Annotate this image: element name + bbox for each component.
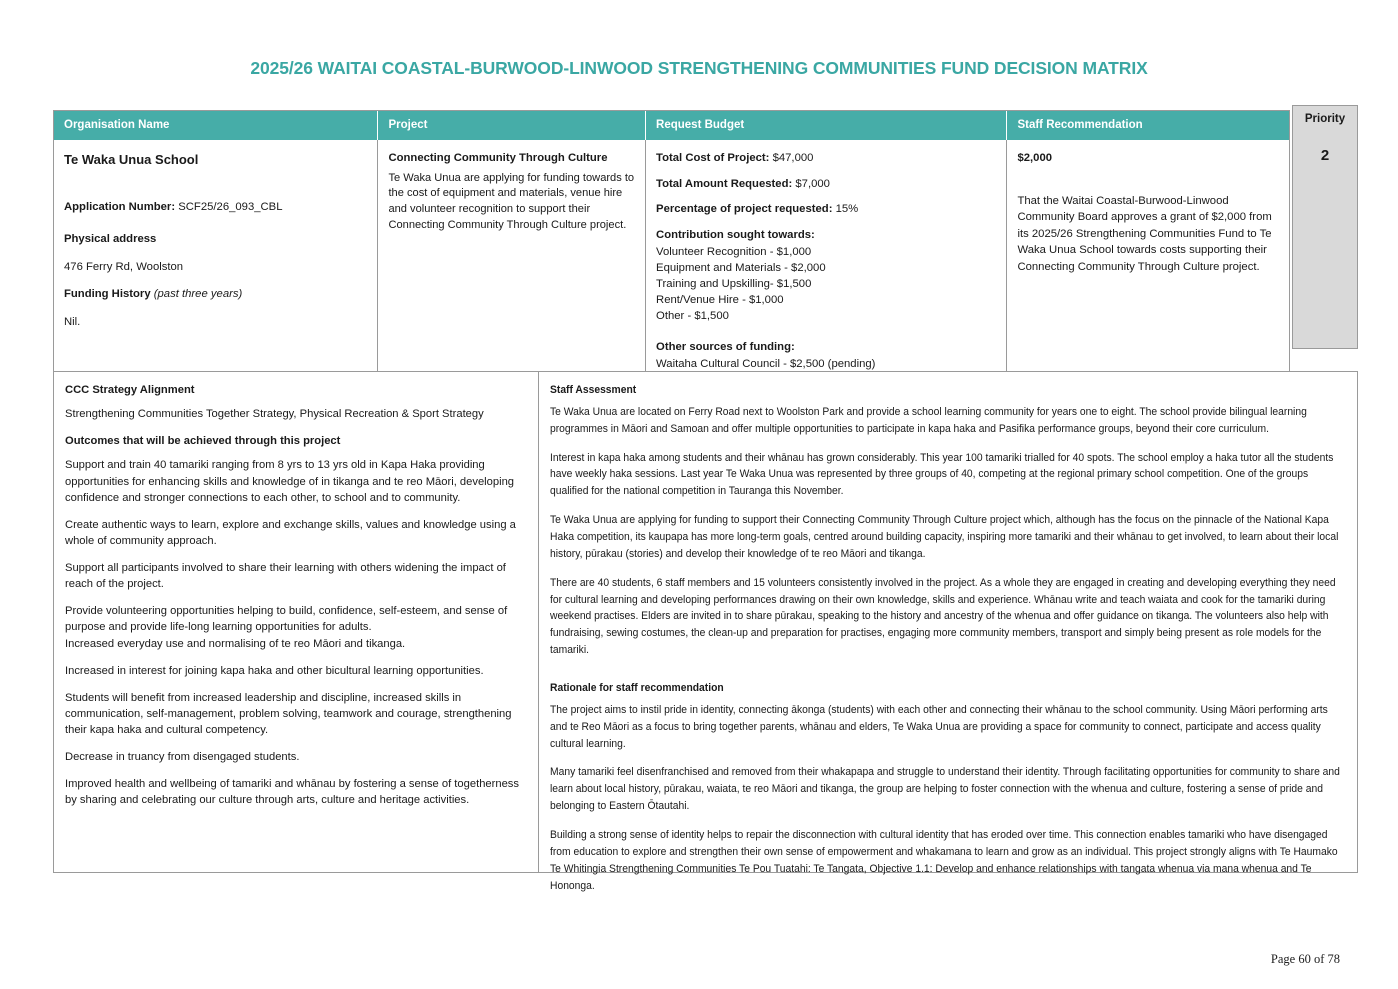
rationale-paragraph: The project aims to instil pride in identity, connecting ākonga (students) with each other and connecting their whānau to the school community. Using Māori performing arts and te Reo Māori as a focus to bring together parents, whānau and elders, Te Waka Unua are providing a space for community to connect, participate and access quality cultural learning. [550,703,1328,750]
assessment-paragraph: Interest in kapa haka among students and their whānau has grown considerably. This year 100 tamariki trialled for 40 spots. The school employ a haka tutor all the students have weekly haka sessions. Last year Te Waka Unua was represented by three groups of 40, competing at the regional primary school competition. One of the groups qualified for the national competition in Tauranga this November. [550,451,1334,498]
funding-history-value: Nil. [64,316,81,329]
project-description: Te Waka Unua are applying for funding towards to the cost of equipment and materials, venue hire and volunteer recognition to support their Connecting Community Through Culture project. [388,171,635,231]
column-header-staff-recommendation: Staff Recommendation [1017,119,1143,131]
percentage-value: 15% [835,203,859,216]
contribution-item: Equipment and Materials - $2,000 [656,261,826,274]
contribution-label: Contribution sought towards: [656,229,815,242]
assessment-detail-box [53,371,1358,892]
page-footer: Page 60 of 78 [1270,952,1340,966]
recommended-amount: $2,000 [1017,152,1053,164]
strategy-alignment-heading: CCC Strategy Alignment [65,384,195,396]
strategy-list: Strengthening Communities Together Strategy, Physical Recreation & Sport Strategy [65,408,484,421]
decision-matrix-table [53,110,1290,385]
matrix-header-row [54,111,1289,140]
percentage-row [656,201,996,218]
contribution-item: Rent/Venue Hire - $1,000 [656,293,784,306]
priority-column [1292,105,1358,349]
rationale-paragraph: Many tamariki feel disenfranchised and removed from their whakapapa and struggle to understand their identity. Through facilitating opportunities for community to share and learn about local history, pūrakau, waiata, te reo Māori and tikanga, the group are helping to foster connection with the whenua and culture, fostering a sense of pride and belonging to Eastern Ōtautahi. [550,766,1340,813]
column-header-request-budget: Request Budget [646,111,1007,140]
recommendation-text: That the Waitai Coastal-Burwood-Linwood Community Board approves a grant of $2,000 from its 2025/26 Strengthening Communities Fund to Te Waka Unua School towards costs supporting their Connecting Community Through Culture project. [1017,194,1272,273]
staff-assessment-panel [539,372,1357,892]
contribution-item: Training and Upskilling- $1,500 [656,277,812,290]
column-header-project: Project [378,111,646,140]
other-sources-label: Other sources of funding: [656,341,795,354]
strategy-alignment-panel [54,372,539,872]
column-header-organisation: Organisation Name [54,111,378,140]
organisation-name: Te Waka Unua School [64,152,199,167]
outcomes-heading: Outcomes that will be achieved through this project [65,435,341,448]
outcome-item: Support all participants involved to share their learning with others widening the impact of reach of the project. [65,562,506,591]
total-cost-label: Total Cost of Project: [656,152,770,164]
outcome-item: Increased everyday use and normalising of te reo Māori and tikanga. [65,637,406,650]
rationale-paragraph: Building a strong sense of identity helps to repair the disconnection with cultural identity that has eroded over time. This connection enables tamariki who have disengaged from education to explore and strengthen their own sense of empowerment and whakamana to learn and grow as an individual. This project strongly aligns with Te Haumako Te Whitingia Strengthening Communities Te Pou Tuatahi: Te Tangata, Objective 1.1: Develop and enhance relationships with tangata whenua via mana whenua and Te Hononga. [550,829,1338,892]
outcome-item: Increased in interest for joining kapa haka and other bicultural learning opportunities. [65,664,484,677]
application-number-row [64,199,367,216]
assessment-paragraph: There are 40 students, 6 staff members and 15 volunteers consistently involved in the project. As a whole they are engaged in creating and developing everything they need for cultural learning and developing performances drawing on their own knowledge, skills and experience. Whānau write and teach waiata and cook for the tamariki during weekend practises. Elders are invited in to share pūrakau, speaking to the history and ancestry of the whenua and offer guidance on tikanga. The volunteers also help with fundraising, sewing costumes, the clean-up and preparation for practises, engaging more community members, transport and simply being present as role models for the tamariki. [550,576,1336,657]
cell-organisation [54,140,378,384]
page-title: 2025/26 WAITAI COASTAL-BURWOOD-LINWOOD STRENGTHENING COMMUNITIES FUND DECISION MATRIX [250,58,1148,78]
total-requested-label: Total Amount Requested: [656,177,793,190]
staff-assessment-heading: Staff Assessment [550,384,637,396]
other-sources-value: Waitaha Cultural Council - $2,500 (pending) [656,357,876,370]
priority-value: 2 [1320,147,1330,164]
project-title: Connecting Community Through Culture [388,152,608,164]
matrix-body-row [54,140,1289,384]
percentage-label: Percentage of project requested: [656,203,833,216]
funding-history-label: Funding History [64,288,151,301]
total-cost-row [656,150,996,167]
outcome-item: Decrease in truancy from disengaged students. [65,751,300,764]
physical-address-value: 476 Ferry Rd, Woolston [64,260,184,273]
total-requested-row [656,176,996,193]
outcome-item: Create authentic ways to learn, explore and exchange skills, values and knowledge using a whole of community approach. [65,518,516,547]
funding-history-note: (past three years) [153,288,243,301]
contribution-item: Volunteer Recognition - $1,000 [656,245,812,258]
cell-request-budget [646,140,1007,384]
cell-staff-recommendation [1007,140,1289,384]
assessment-paragraph: Te Waka Unua are applying for funding to support their Connecting Community Through Culture project which, although has the focus on the pinnacle of the National Kapa Haka competition, its kaupapa has more long-term goals, centred around building capacity, inspiring more tamariki and their whānau to get involved, to learn about their local history, pūrakau (stories) and develop their knowledge of te reo Māori and tikanga. [550,514,1339,560]
outcome-item: Support and train 40 tamariki ranging from 8 yrs to 13 yrs old in Kapa Haka providing opportunities for enhancing skills and knowledge of in tikanga and te reo Māori, developing confidence and stronger connections to each other, to school and to community. [65,459,515,504]
total-cost-value: $47,000 [772,152,814,164]
outcome-item: Provide volunteering opportunities helping to build, confidence, self-esteem, and sense of purpose and provide life-long learning opportunities for adults. [65,605,508,634]
cell-project [378,140,646,384]
outcome-item: Improved health and wellbeing of tamariki and whānau by fostering a sense of togetherness by sharing and celebrating our culture through arts, culture and heritage activities. [65,778,519,807]
funding-history-label-row [64,286,367,303]
assessment-paragraph: Te Waka Unua are located on Ferry Road next to Woolston Park and provide a school learning community for years one to eight. The school provide bilingual learning programmes in Māori and Samoan and offer multiple opportunities to participate in kapa haka and Pasifika performance groups, beyond their core curriculum. [550,405,1307,435]
physical-address-label: Physical address [64,232,157,245]
total-requested-value: $7,000 [795,177,830,190]
outcome-item: Students will benefit from increased leadership and discipline, increased skills in communication, self-management, problem solving, teamwork and courage, strengthening their kapa haka and cultural competency. [65,691,512,736]
application-number-label: Application Number: [64,201,176,214]
rationale-heading: Rationale for staff recommendation [550,682,724,695]
contribution-item: Other - $1,500 [656,310,729,322]
application-number-value: SCF25/26_093_CBL [178,201,283,214]
column-header-priority: Priority [1304,113,1346,125]
